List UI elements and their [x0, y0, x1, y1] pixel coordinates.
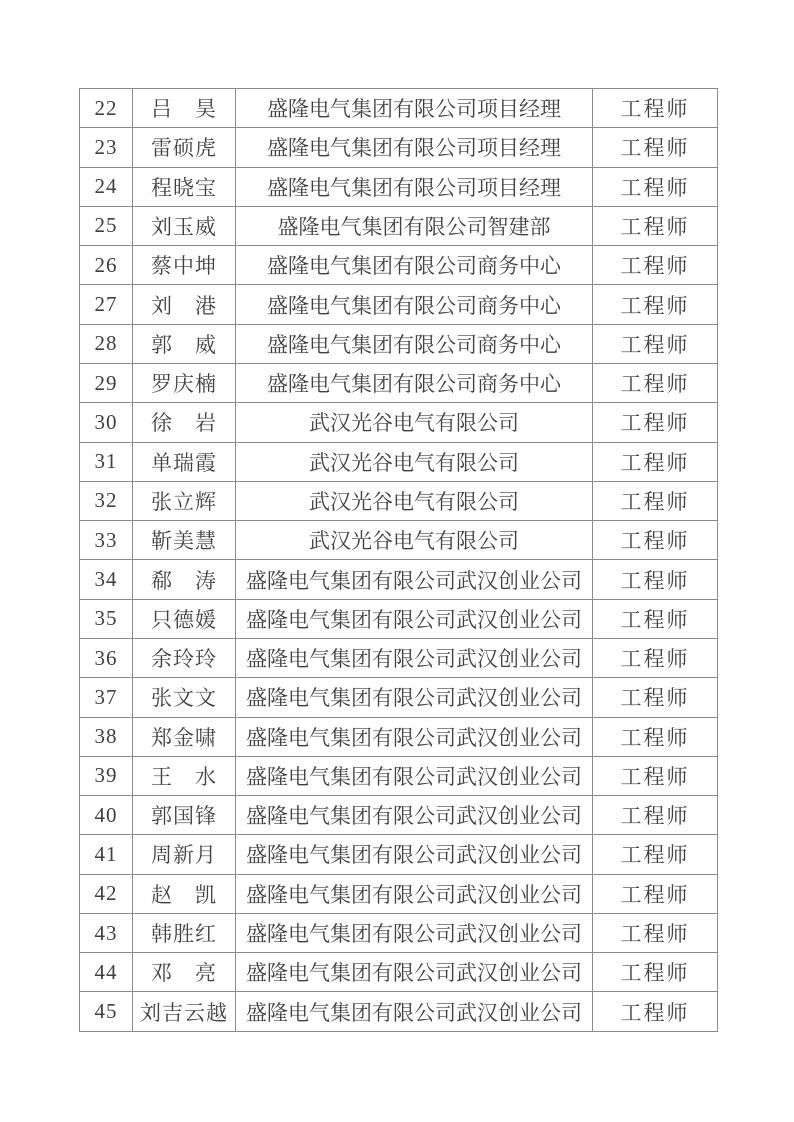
cell-person-name: 王 水 — [133, 756, 236, 795]
table-row — [80, 363, 718, 402]
cell-organization: 武汉光谷电气有限公司 — [236, 403, 593, 442]
cell-row-number: 44 — [80, 953, 133, 992]
cell-job-title: 工程师 — [593, 128, 718, 167]
cell-person-name: 刘 港 — [133, 285, 236, 324]
cell-job-title: 工程师 — [593, 796, 718, 835]
table-row — [80, 167, 718, 206]
cell-row-number: 45 — [80, 992, 133, 1032]
cell-job-title: 工程师 — [593, 756, 718, 795]
table-row — [80, 89, 718, 128]
table-row — [80, 324, 718, 363]
table-row — [80, 796, 718, 835]
cell-person-name: 郭 威 — [133, 324, 236, 363]
table-row — [80, 285, 718, 324]
cell-organization: 盛隆电气集团有限公司项目经理 — [236, 167, 593, 206]
cell-job-title: 工程师 — [593, 560, 718, 599]
cell-organization: 盛隆电气集团有限公司项目经理 — [236, 128, 593, 167]
cell-row-number: 28 — [80, 324, 133, 363]
cell-job-title: 工程师 — [593, 953, 718, 992]
cell-organization: 盛隆电气集团有限公司武汉创业公司 — [236, 638, 593, 677]
cell-organization: 盛隆电气集团有限公司商务中心 — [236, 246, 593, 285]
cell-organization: 盛隆电气集团有限公司武汉创业公司 — [236, 678, 593, 717]
cell-organization: 武汉光谷电气有限公司 — [236, 521, 593, 560]
cell-person-name: 蔡中坤 — [133, 246, 236, 285]
cell-organization: 盛隆电气集团有限公司武汉创业公司 — [236, 913, 593, 952]
cell-person-name: 徐 岩 — [133, 403, 236, 442]
roster-table-body — [80, 89, 718, 1032]
table-row — [80, 560, 718, 599]
table-row — [80, 835, 718, 874]
cell-row-number: 43 — [80, 913, 133, 952]
table-row — [80, 913, 718, 952]
cell-row-number: 39 — [80, 756, 133, 795]
cell-job-title: 工程师 — [593, 285, 718, 324]
cell-organization: 盛隆电气集团有限公司武汉创业公司 — [236, 599, 593, 638]
table-row — [80, 717, 718, 756]
cell-organization: 盛隆电气集团有限公司商务中心 — [236, 363, 593, 402]
cell-person-name: 韩胜红 — [133, 913, 236, 952]
cell-organization: 盛隆电气集团有限公司武汉创业公司 — [236, 560, 593, 599]
cell-job-title: 工程师 — [593, 835, 718, 874]
cell-row-number: 38 — [80, 717, 133, 756]
table-row — [80, 403, 718, 442]
cell-person-name: 张立辉 — [133, 481, 236, 520]
table-row — [80, 442, 718, 481]
cell-person-name: 刘玉威 — [133, 206, 236, 245]
cell-row-number: 34 — [80, 560, 133, 599]
cell-person-name: 靳美慧 — [133, 521, 236, 560]
cell-row-number: 31 — [80, 442, 133, 481]
cell-job-title: 工程师 — [593, 442, 718, 481]
cell-organization: 武汉光谷电气有限公司 — [236, 481, 593, 520]
table-row — [80, 481, 718, 520]
cell-row-number: 32 — [80, 481, 133, 520]
cell-person-name: 刘吉云越 — [133, 992, 236, 1032]
cell-person-name: 郭国锋 — [133, 796, 236, 835]
table-row — [80, 638, 718, 677]
table-row — [80, 953, 718, 992]
cell-organization: 盛隆电气集团有限公司武汉创业公司 — [236, 992, 593, 1032]
cell-organization: 盛隆电气集团有限公司武汉创业公司 — [236, 953, 593, 992]
cell-job-title: 工程师 — [593, 521, 718, 560]
cell-job-title: 工程师 — [593, 913, 718, 952]
cell-organization: 盛隆电气集团有限公司商务中心 — [236, 285, 593, 324]
cell-job-title: 工程师 — [593, 206, 718, 245]
cell-row-number: 25 — [80, 206, 133, 245]
cell-row-number: 37 — [80, 678, 133, 717]
cell-person-name: 罗庆楠 — [133, 363, 236, 402]
cell-row-number: 27 — [80, 285, 133, 324]
cell-organization: 武汉光谷电气有限公司 — [236, 442, 593, 481]
cell-person-name: 张文文 — [133, 678, 236, 717]
cell-row-number: 26 — [80, 246, 133, 285]
cell-person-name: 单瑞霞 — [133, 442, 236, 481]
cell-row-number: 29 — [80, 363, 133, 402]
cell-row-number: 40 — [80, 796, 133, 835]
cell-job-title: 工程师 — [593, 678, 718, 717]
cell-organization: 盛隆电气集团有限公司武汉创业公司 — [236, 756, 593, 795]
cell-job-title: 工程师 — [593, 403, 718, 442]
table-row — [80, 678, 718, 717]
cell-organization: 盛隆电气集团有限公司武汉创业公司 — [236, 874, 593, 913]
cell-person-name: 只德媛 — [133, 599, 236, 638]
cell-person-name: 余玲玲 — [133, 638, 236, 677]
table-row — [80, 521, 718, 560]
cell-job-title: 工程师 — [593, 167, 718, 206]
cell-person-name: 程晓宝 — [133, 167, 236, 206]
cell-row-number: 30 — [80, 403, 133, 442]
cell-organization: 盛隆电气集团有限公司商务中心 — [236, 324, 593, 363]
cell-job-title: 工程师 — [593, 89, 718, 128]
cell-organization: 盛隆电气集团有限公司武汉创业公司 — [236, 796, 593, 835]
cell-job-title: 工程师 — [593, 992, 718, 1032]
table-row — [80, 756, 718, 795]
cell-job-title: 工程师 — [593, 324, 718, 363]
cell-row-number: 33 — [80, 521, 133, 560]
cell-job-title: 工程师 — [593, 481, 718, 520]
table-row — [80, 874, 718, 913]
cell-row-number: 35 — [80, 599, 133, 638]
cell-job-title: 工程师 — [593, 246, 718, 285]
cell-person-name: 周新月 — [133, 835, 236, 874]
cell-row-number: 36 — [80, 638, 133, 677]
cell-job-title: 工程师 — [593, 717, 718, 756]
table-row — [80, 206, 718, 245]
cell-organization: 盛隆电气集团有限公司武汉创业公司 — [236, 717, 593, 756]
cell-job-title: 工程师 — [593, 638, 718, 677]
table-row — [80, 128, 718, 167]
cell-person-name: 赵 凯 — [133, 874, 236, 913]
cell-row-number: 22 — [80, 89, 133, 128]
cell-person-name: 雷硕虎 — [133, 128, 236, 167]
table-row — [80, 992, 718, 1032]
cell-row-number: 41 — [80, 835, 133, 874]
cell-row-number: 23 — [80, 128, 133, 167]
roster-table — [79, 88, 718, 1032]
table-row — [80, 599, 718, 638]
cell-organization: 盛隆电气集团有限公司智建部 — [236, 206, 593, 245]
cell-organization: 盛隆电气集团有限公司项目经理 — [236, 89, 593, 128]
cell-job-title: 工程师 — [593, 599, 718, 638]
cell-organization: 盛隆电气集团有限公司武汉创业公司 — [236, 835, 593, 874]
cell-row-number: 24 — [80, 167, 133, 206]
cell-person-name: 吕 昊 — [133, 89, 236, 128]
cell-person-name: 郗 涛 — [133, 560, 236, 599]
cell-job-title: 工程师 — [593, 874, 718, 913]
cell-row-number: 42 — [80, 874, 133, 913]
cell-person-name: 邓 亮 — [133, 953, 236, 992]
table-row — [80, 246, 718, 285]
cell-person-name: 郑金啸 — [133, 717, 236, 756]
cell-job-title: 工程师 — [593, 363, 718, 402]
